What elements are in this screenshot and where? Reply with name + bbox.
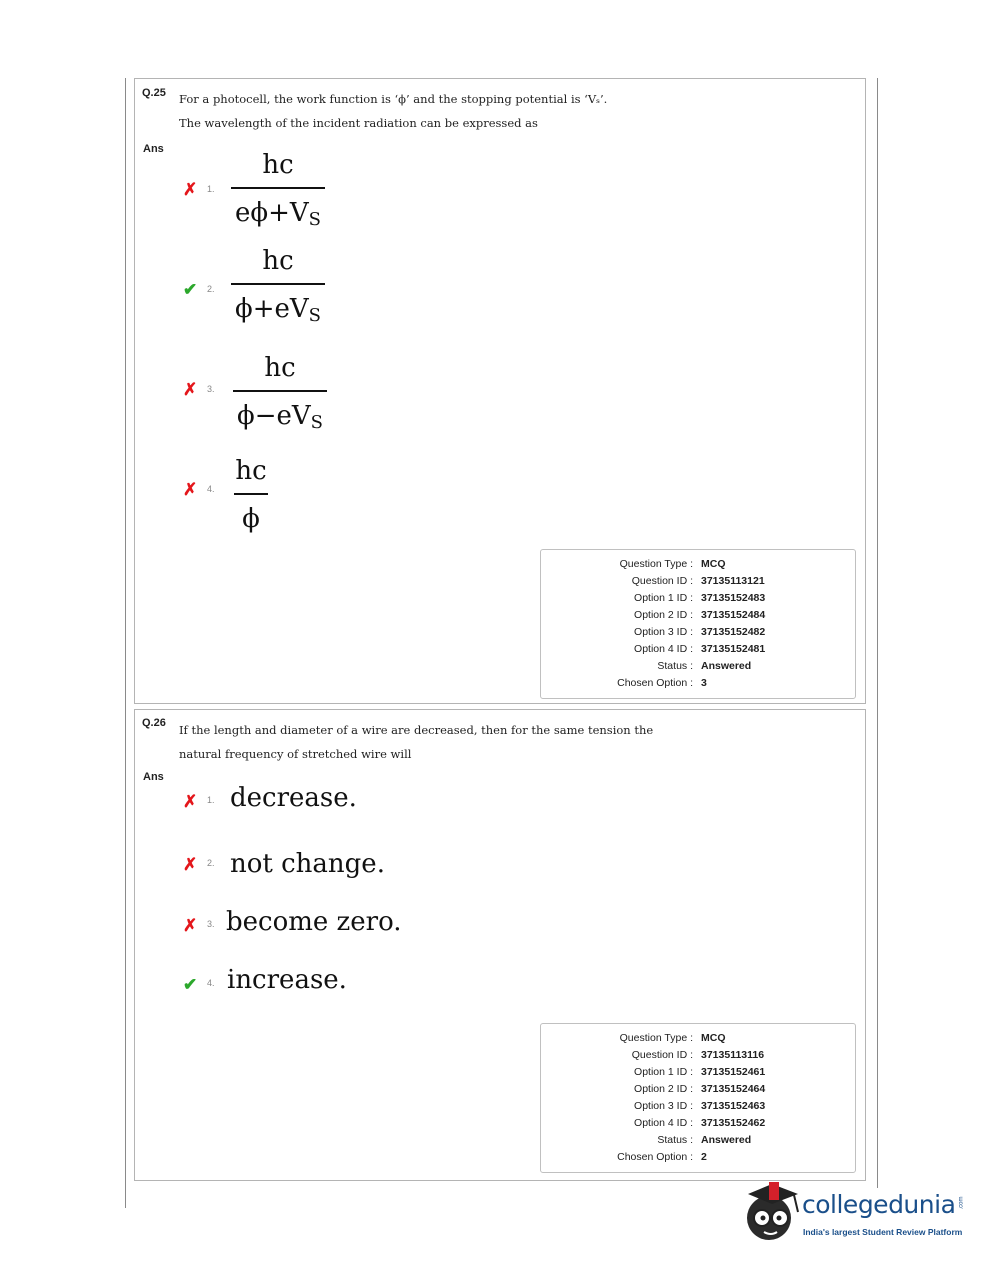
meta-option-2-id: Option 2 ID : 37135152484	[634, 609, 766, 621]
meta-chosen-option: Chosen Option : 2	[617, 1151, 707, 1163]
question-number: Q.26	[142, 717, 166, 729]
question-meta-panel	[540, 549, 856, 699]
option-fraction[interactable]	[234, 453, 268, 544]
question-card-26	[134, 709, 866, 1181]
ans-label: Ans	[143, 771, 164, 783]
page-frame-right	[877, 78, 878, 1188]
fraction-denominator: ϕ	[242, 504, 260, 534]
option-number: 1.	[207, 795, 215, 805]
meta-option-3-id: Option 3 ID : 37135152482	[634, 626, 766, 638]
correct-check-icon: ✔	[183, 975, 198, 994]
meta-option-4-id: Option 4 ID : 37135152481	[634, 643, 766, 655]
question-text-line-1: If the length and diameter of a wire are decreased, then for the same tension the	[179, 723, 654, 737]
option-number: 4.	[207, 978, 215, 988]
fraction-numerator: hc	[262, 150, 294, 180]
option-text[interactable]: increase.	[227, 965, 347, 995]
question-card-25	[134, 78, 866, 704]
meta-option-2-id: Option 2 ID : 37135152464	[634, 1083, 766, 1095]
option-number: 4.	[207, 484, 215, 494]
option-number: 3.	[207, 384, 215, 394]
fraction-numerator: hc	[264, 353, 296, 383]
wrong-mark-icon: ✗	[183, 792, 198, 811]
wrong-mark-icon: ✗	[183, 180, 198, 199]
mascot-icon	[742, 1180, 804, 1246]
correct-check-icon: ✔	[183, 280, 198, 299]
fraction-bar	[231, 187, 325, 189]
wrong-mark-icon: ✗	[183, 480, 198, 499]
fraction-bar	[233, 390, 327, 392]
fraction-numerator: hc	[235, 456, 267, 486]
option-number: 2.	[207, 858, 215, 868]
ans-label: Ans	[143, 143, 164, 155]
meta-question-id: Question ID : 37135113116	[631, 1049, 765, 1061]
option-number: 1.	[207, 184, 215, 194]
fraction-bar	[234, 493, 268, 495]
fraction-numerator: hc	[262, 246, 294, 276]
page-frame-left	[125, 78, 126, 1208]
option-number: 2.	[207, 284, 215, 294]
meta-question-id: Question ID : 37135113121	[631, 575, 765, 587]
wrong-mark-icon: ✗	[183, 855, 198, 874]
collegedunia-logo[interactable]	[742, 1180, 972, 1246]
option-fraction[interactable]	[231, 243, 325, 334]
option-number: 3.	[207, 919, 215, 929]
meta-question-type: Question Type : MCQ	[619, 1032, 726, 1044]
option-text[interactable]: become zero.	[226, 907, 402, 937]
wrong-mark-icon: ✗	[183, 380, 198, 399]
option-text[interactable]: decrease.	[230, 783, 357, 813]
meta-question-type: Question Type : MCQ	[619, 558, 726, 570]
logo-wordmark: collegedunia	[802, 1190, 956, 1219]
option-fraction[interactable]	[231, 147, 325, 238]
fraction-denominator: $e\phi+V_S$	[234, 198, 321, 230]
logo-domain-suffix: .com	[958, 1196, 965, 1210]
question-text-line-1: For a photocell, the work function is ‘ϕ’ and the stopping potential is ‘Vₛ’.	[179, 92, 608, 106]
option-fraction[interactable]	[233, 350, 327, 441]
meta-status: Status : Answered	[657, 660, 752, 672]
fraction-denominator: $\phi-eV_S$	[236, 401, 323, 433]
question-text-line-2: The wavelength of the incident radiation can be expressed as	[179, 116, 538, 130]
question-text-line-2: natural frequency of stretched wire will	[179, 747, 412, 761]
logo-tagline: India's largest Student Review Platform	[803, 1227, 963, 1237]
meta-option-4-id: Option 4 ID : 37135152462	[634, 1117, 766, 1129]
question-number: Q.25	[142, 87, 166, 99]
fraction-denominator: $\phi+eV_S$	[234, 294, 321, 326]
fraction-bar	[231, 283, 325, 285]
meta-status: Status : Answered	[657, 1134, 752, 1146]
meta-option-3-id: Option 3 ID : 37135152463	[634, 1100, 766, 1112]
option-text[interactable]: not change.	[230, 849, 385, 879]
wrong-mark-icon: ✗	[183, 916, 198, 935]
question-meta-panel	[540, 1023, 856, 1173]
meta-option-1-id: Option 1 ID : 37135152461	[634, 1066, 766, 1078]
meta-chosen-option: Chosen Option : 3	[617, 677, 707, 689]
meta-option-1-id: Option 1 ID : 37135152483	[634, 592, 766, 604]
